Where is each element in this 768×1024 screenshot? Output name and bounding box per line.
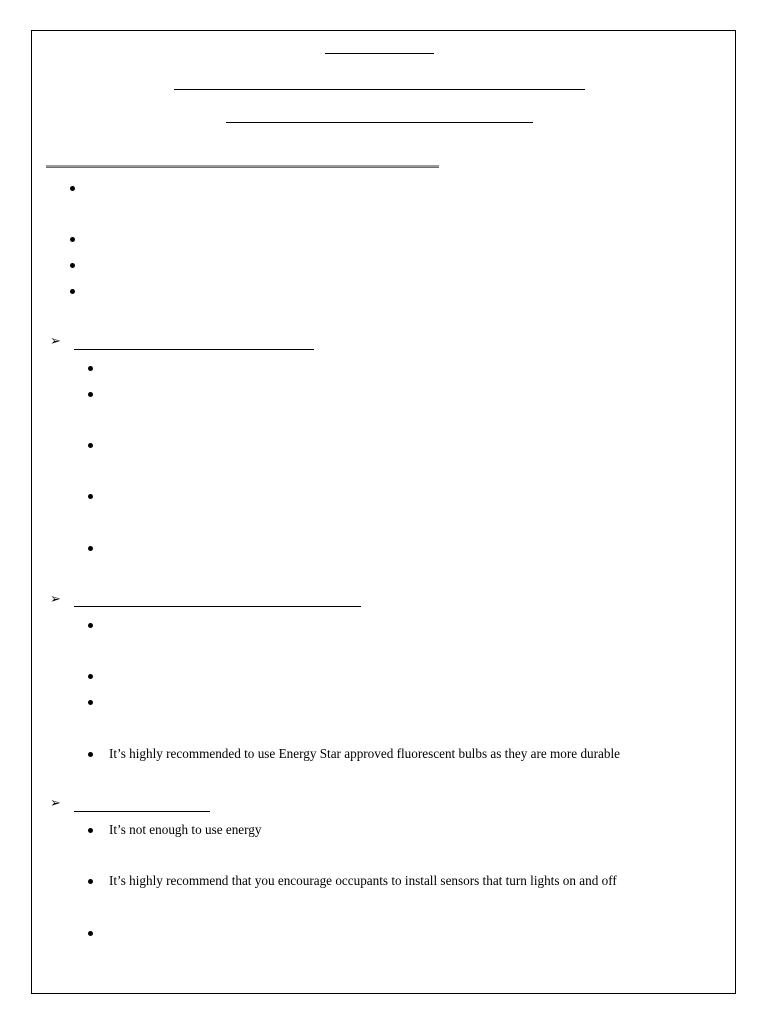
section-1-bullet-3 <box>88 443 93 448</box>
arrow-bullet-icon: ➢ <box>50 796 61 811</box>
section-3-bullet-1 <box>88 828 93 833</box>
section-3-heading-line <box>74 811 210 812</box>
section-divider <box>46 165 439 168</box>
title-line-3 <box>226 122 533 123</box>
arrow-bullet-icon: ➢ <box>50 334 61 349</box>
section-1-heading-line <box>74 349 314 350</box>
page-border <box>31 30 736 994</box>
title-line-1 <box>325 53 434 54</box>
section-2-heading-line <box>74 606 361 607</box>
section-1-bullet-2 <box>88 392 93 397</box>
section-3-item-1-text: It’s not enough to use energy <box>109 822 262 837</box>
section-1-bullet-5 <box>88 546 93 551</box>
section-2-bullet-4 <box>88 752 93 757</box>
section-3-item-2-text: It’s highly recommend that you encourage occupants to install sensors that turn lights on and off <box>109 873 617 888</box>
section-3-bullet-3 <box>88 931 93 936</box>
arrow-bullet-icon: ➢ <box>50 592 61 607</box>
section-2-bullet-2 <box>88 674 93 679</box>
intro-bullet-3 <box>70 263 75 268</box>
section-2-bullet-1 <box>88 623 93 628</box>
section-1-bullet-1 <box>88 366 93 371</box>
title-line-2 <box>174 89 585 90</box>
section-3-bullet-2 <box>88 879 93 884</box>
intro-bullet-4 <box>70 289 75 294</box>
intro-bullet-2 <box>70 237 75 242</box>
section-2-bullet-3 <box>88 700 93 705</box>
intro-bullet-1 <box>70 186 75 191</box>
section-2-item-4-text: It’s highly recommended to use Energy Star approved fluorescent bulbs as they are more durable <box>109 746 620 761</box>
section-1-bullet-4 <box>88 494 93 499</box>
